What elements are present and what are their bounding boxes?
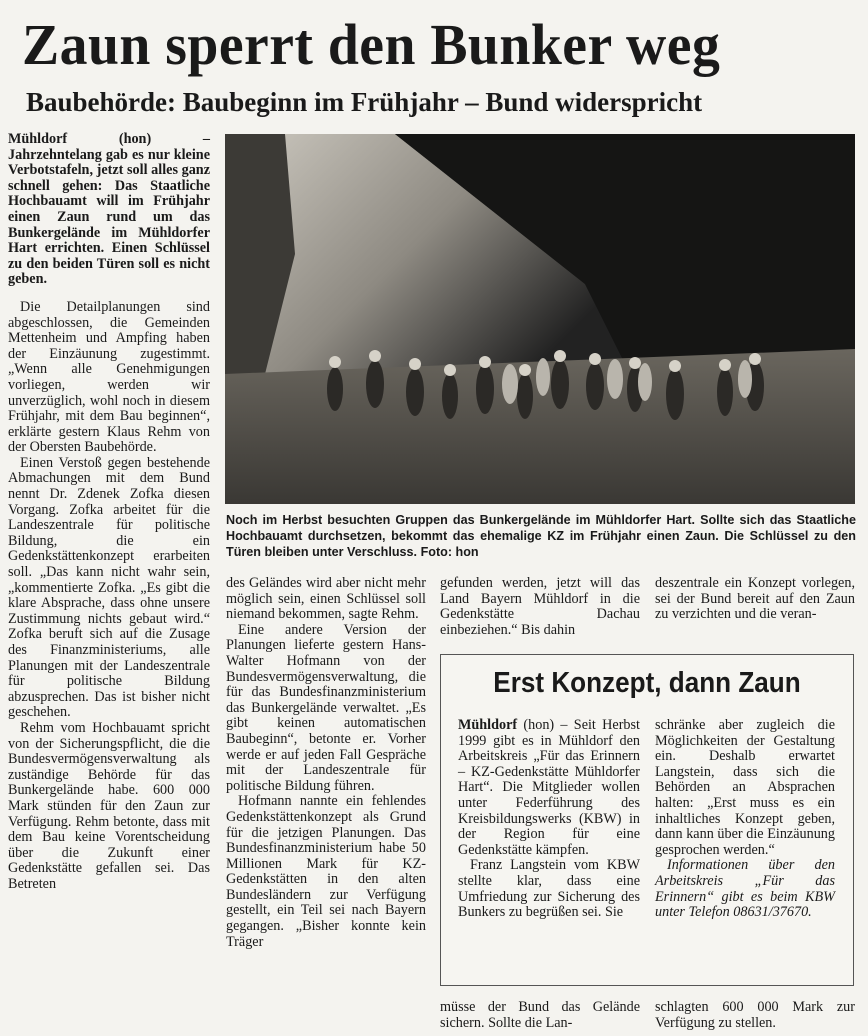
news-photo — [225, 134, 855, 504]
body-paragraph: gefunden werden, jetzt will das Land Bayern Mühldorf in die Gedenkstätte Dachau einbeziehen.“ Bis dahin — [440, 575, 640, 638]
sidebar-title: Erst Konzept, dann Zaun — [493, 667, 801, 699]
column-3-top — [440, 576, 640, 638]
photo-credit: Foto: hon — [420, 545, 479, 559]
page-headline: Zaun sperrt den Bunker weg — [22, 12, 721, 77]
body-paragraph: schlagten 600 000 Mark zur Verfügung zu stellen. — [655, 999, 855, 1031]
caption-text: Noch im Herbst besuchten Gruppen das Bunkergelände im Mühldorfer Hart. Sollte sich das Staatliche Hochbauamt durchsetzen, bekommt das ehemalige KZ im Frühjahr einen Zaun. Die Schlüssel zu den Türen bleiben unter Verschluss. — [226, 513, 856, 559]
body-paragraph: müsse der Bund das Gelände sichern. Sollte die Lan- — [440, 999, 640, 1031]
photo-caption — [226, 512, 856, 560]
body-paragraph: (hon) – Seit Herbst 1999 gibt es in Mühldorf den Arbeitskreis „Für das Erinnern – KZ-Gedenkstätte Mühldorfer Hart“. Die Mitglieder wollen unter Federführung des Kreisbildungswerks (KBW) in der Region für eine Gedenkstätte kämpfen. — [458, 717, 640, 858]
sidebar-dateline: Mühldorf — [458, 717, 518, 733]
column-1 — [8, 132, 210, 893]
page-subheadline: Baubehörde: Baubeginn im Frühjahr – Bund widerspricht — [26, 87, 703, 117]
body-paragraph: Hofmann nannte ein fehlendes Gedenkstättenkonzept als Grund für die jetzigen Planungen. Das Bundesfinanzministerium habe 50 Millionen Mark für KZ-Gedenkstätten in den alten Bundesländern zur Verfügung gestellt, ein Teil sei nach Bayern gegangen. „Bisher konnte kein Träger — [226, 793, 426, 950]
photo-illustration — [225, 134, 855, 504]
body-paragraph: Eine andere Version der Planungen lieferte gestern Hans-Walter Hofmann von der Bundesvermögensverwaltung, die für das Bundesfinanzministerium das Bunkergelände verwaltet. „Es gibt keinen automatischen Baubeginn“, betonte er. Vorher werde er auf jeden Fall Gespräche mit der Landeszentrale für politische Bildung führen. — [226, 621, 426, 794]
sidebar-column-1 — [458, 718, 640, 921]
column-3-bottom — [440, 1000, 640, 1031]
info-note: Informationen über den Arbeitskreis „Für das Erinnern“ gibt es beim KBW unter Telefon 08631/37670. — [655, 857, 835, 921]
sidebar-column-2 — [655, 718, 835, 921]
body-paragraph: Franz Langstein vom KBW stellte klar, dass eine Umfriedung zur Sicherung des Bunkers zu begrüßen sei. Sie — [458, 857, 640, 921]
column-4-bottom — [655, 1000, 855, 1031]
body-paragraph: des Geländes wird aber nicht mehr möglich sein, einen Schlüssel soll niemand bekommen, sagte Rehm. — [226, 575, 426, 623]
body-paragraph: deszentrale ein Konzept vorlegen, sei der Bund bereit auf den Zaun zu verzichten und die veran- — [655, 575, 855, 623]
body-paragraph: Die Detailplanungen sind abgeschlossen, die Gemeinden Mettenheim und Ampfing haben der Einzäunung zugestimmt. „Wenn alle Genehmigungen vorliegen, werden wir unverzüglich, wohl noch in diesem Frühjahr, mit dem Bau beginnen“, erklärte gestern Klaus Rehm von der Obersten Baubehörde. — [8, 298, 210, 456]
column-4-top — [655, 576, 855, 623]
body-paragraph: Einen Verstoß gegen bestehende Abmachungen mit dem Bund nennt Dr. Zdenek Zofka diesen Vorgang. Zofka arbeitet für die Landeszentrale für politische Bildung, die ein Gedenkstättenkonzept erarbeiten soll. „Das kann nicht wahr sein, „kommentierte Zofka. „Es gibt die klare Absprache, dass ohne unsere Zustimmung nichts gebaut wird.“ Zofka beruft sich auf die Zusage des Finanzministeriums, alle Planungen mit der Landeszentrale für politische Bildung abzusprechen. Das ist bisher nicht geschehen. — [8, 454, 210, 721]
body-paragraph: Rehm vom Hochbauamt spricht von der Sicherungspflicht, die die Bundesvermögensverwaltung als zuständige Behörde für das Bunkergelände habe. 600 000 Mark stünden für den Zaun zur Verfügung. Rehm betonte, dass mit dem Bau keine Vorentscheidung über die Zukunft einer Gedenkstätte gefallen sei. Das Betreten — [8, 719, 210, 892]
column-2 — [226, 576, 426, 950]
lead-paragraph: Mühldorf (hon) – Jahrzehntelang gab es nur kleine Verbotstafeln, jetzt soll alles ganz schnell gehen: Das Staatliche Hochbauamt will im Frühjahr einen Zaun rund um das Bunkergelände im Mühldorfer Hart errichten. Einen Schlüssel zu den beiden Türen soll es nicht geben. — [8, 131, 210, 288]
body-paragraph: schränke aber zugleich die Möglichkeiten der Gestaltung ein. Deshalb erwartet Langstein, dass sich die Behörden an Absprachen halten: „Erst muss es ein inhaltliches Konzept geben, dann kann über die Einzäunung gesprochen werden.“ — [655, 717, 835, 858]
